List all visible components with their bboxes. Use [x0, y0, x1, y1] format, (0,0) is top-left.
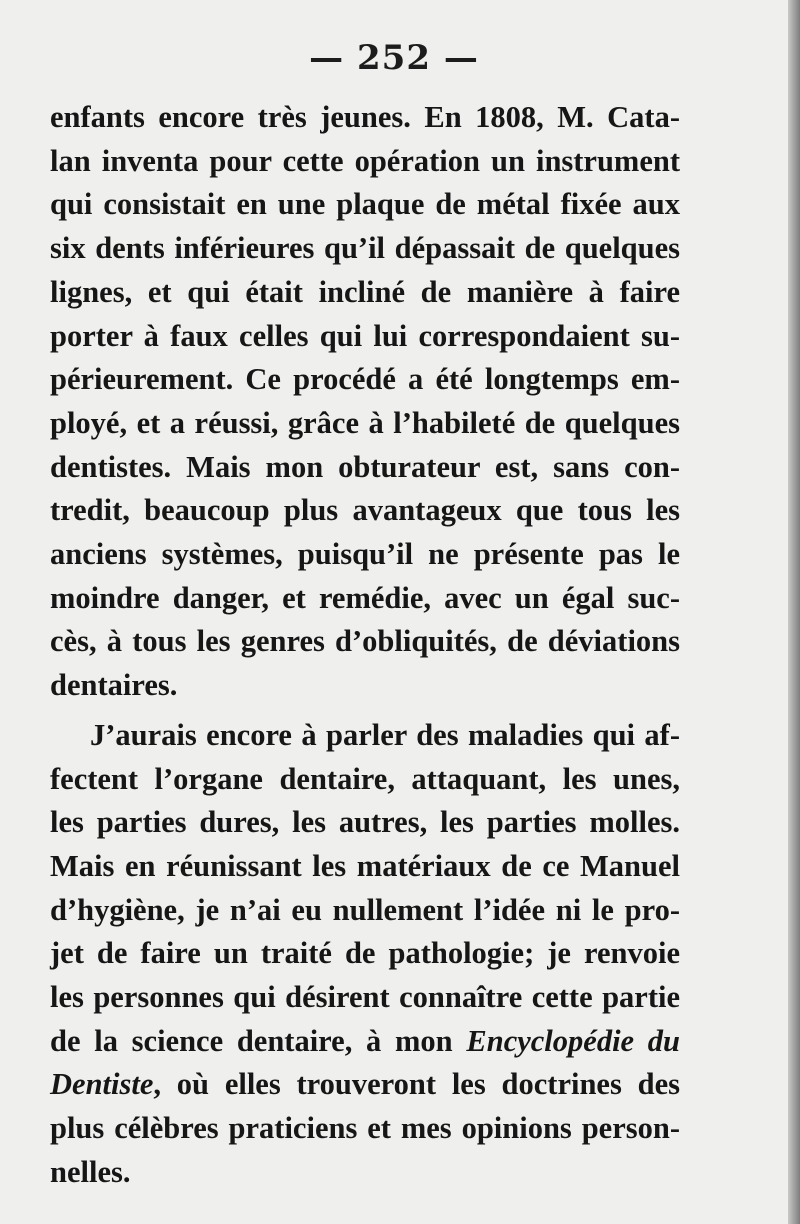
page-number: — 252 — [309, 38, 479, 78]
text-line: plus célèbres praticiens et mes opinions person- [50, 1111, 680, 1146]
text-line: dentistes. Mais mon obturateur est, sans con- [50, 449, 680, 484]
text-line: ployé, et a réussi, grâce à l’habileté de quelques [50, 405, 680, 440]
text-line: porter à faux celles qui lui correspondaient su- [50, 318, 680, 353]
text-line-with-reference [50, 1020, 680, 1064]
book-title-italic: Dentiste [50, 1067, 154, 1102]
text-line: lan inventa pour cette opération un instrument [50, 143, 680, 178]
text-line: J’aurais encore à parler des maladies qui af- [90, 717, 680, 752]
paragraph-2 [50, 714, 680, 1195]
paragraph-1 [50, 96, 680, 708]
text-line: lignes, et qui était incliné de manière à faire [50, 274, 680, 309]
text-line: enfants encore très jeunes. En 1808, M. Cata- [50, 100, 680, 134]
book-title-italic: Encyclopédie du [466, 1023, 681, 1058]
text-line: six dents inférieures qu’il dépassait de quelques [50, 231, 680, 266]
text-line: moindre danger, et remédie, avec un égal suc- [50, 580, 680, 615]
text-line: dentaires. [50, 668, 178, 703]
text-line-with-reference [50, 1063, 680, 1107]
text-line: qui consistait en une plaque de métal fixée aux [50, 187, 680, 222]
text-line: périeurement. Ce procédé a été longtemps em- [50, 362, 680, 397]
page-edge-shadow [788, 0, 800, 1224]
text-line: Mais en réunissant les matériaux de ce Manuel [50, 848, 680, 883]
text-line: nelles. [50, 1154, 131, 1189]
text-line: jet de faire un traité de pathologie; je renvoie [50, 936, 680, 971]
text-line: anciens systèmes, puisqu’il ne présente pas le [50, 537, 680, 572]
text-line: d’hygiène, je n’ai eu nullement l’idée ni le pro- [50, 892, 680, 927]
body-text [50, 96, 680, 1195]
text-line: cès, à tous les genres d’obliquités, de déviations [50, 624, 680, 659]
text-fragment: de la science dentaire, à mon [50, 1023, 453, 1058]
text-fragment: , où elles trouveront les doctrines des [153, 1067, 680, 1102]
text-line: tredit, beaucoup plus avantageux que tous les [50, 493, 680, 528]
text-line: les parties dures, les autres, les parties molles. [50, 805, 680, 840]
text-line: les personnes qui désirent connaître cette partie [50, 980, 680, 1015]
text-line: fectent l’organe dentaire, attaquant, les unes, [50, 761, 680, 796]
